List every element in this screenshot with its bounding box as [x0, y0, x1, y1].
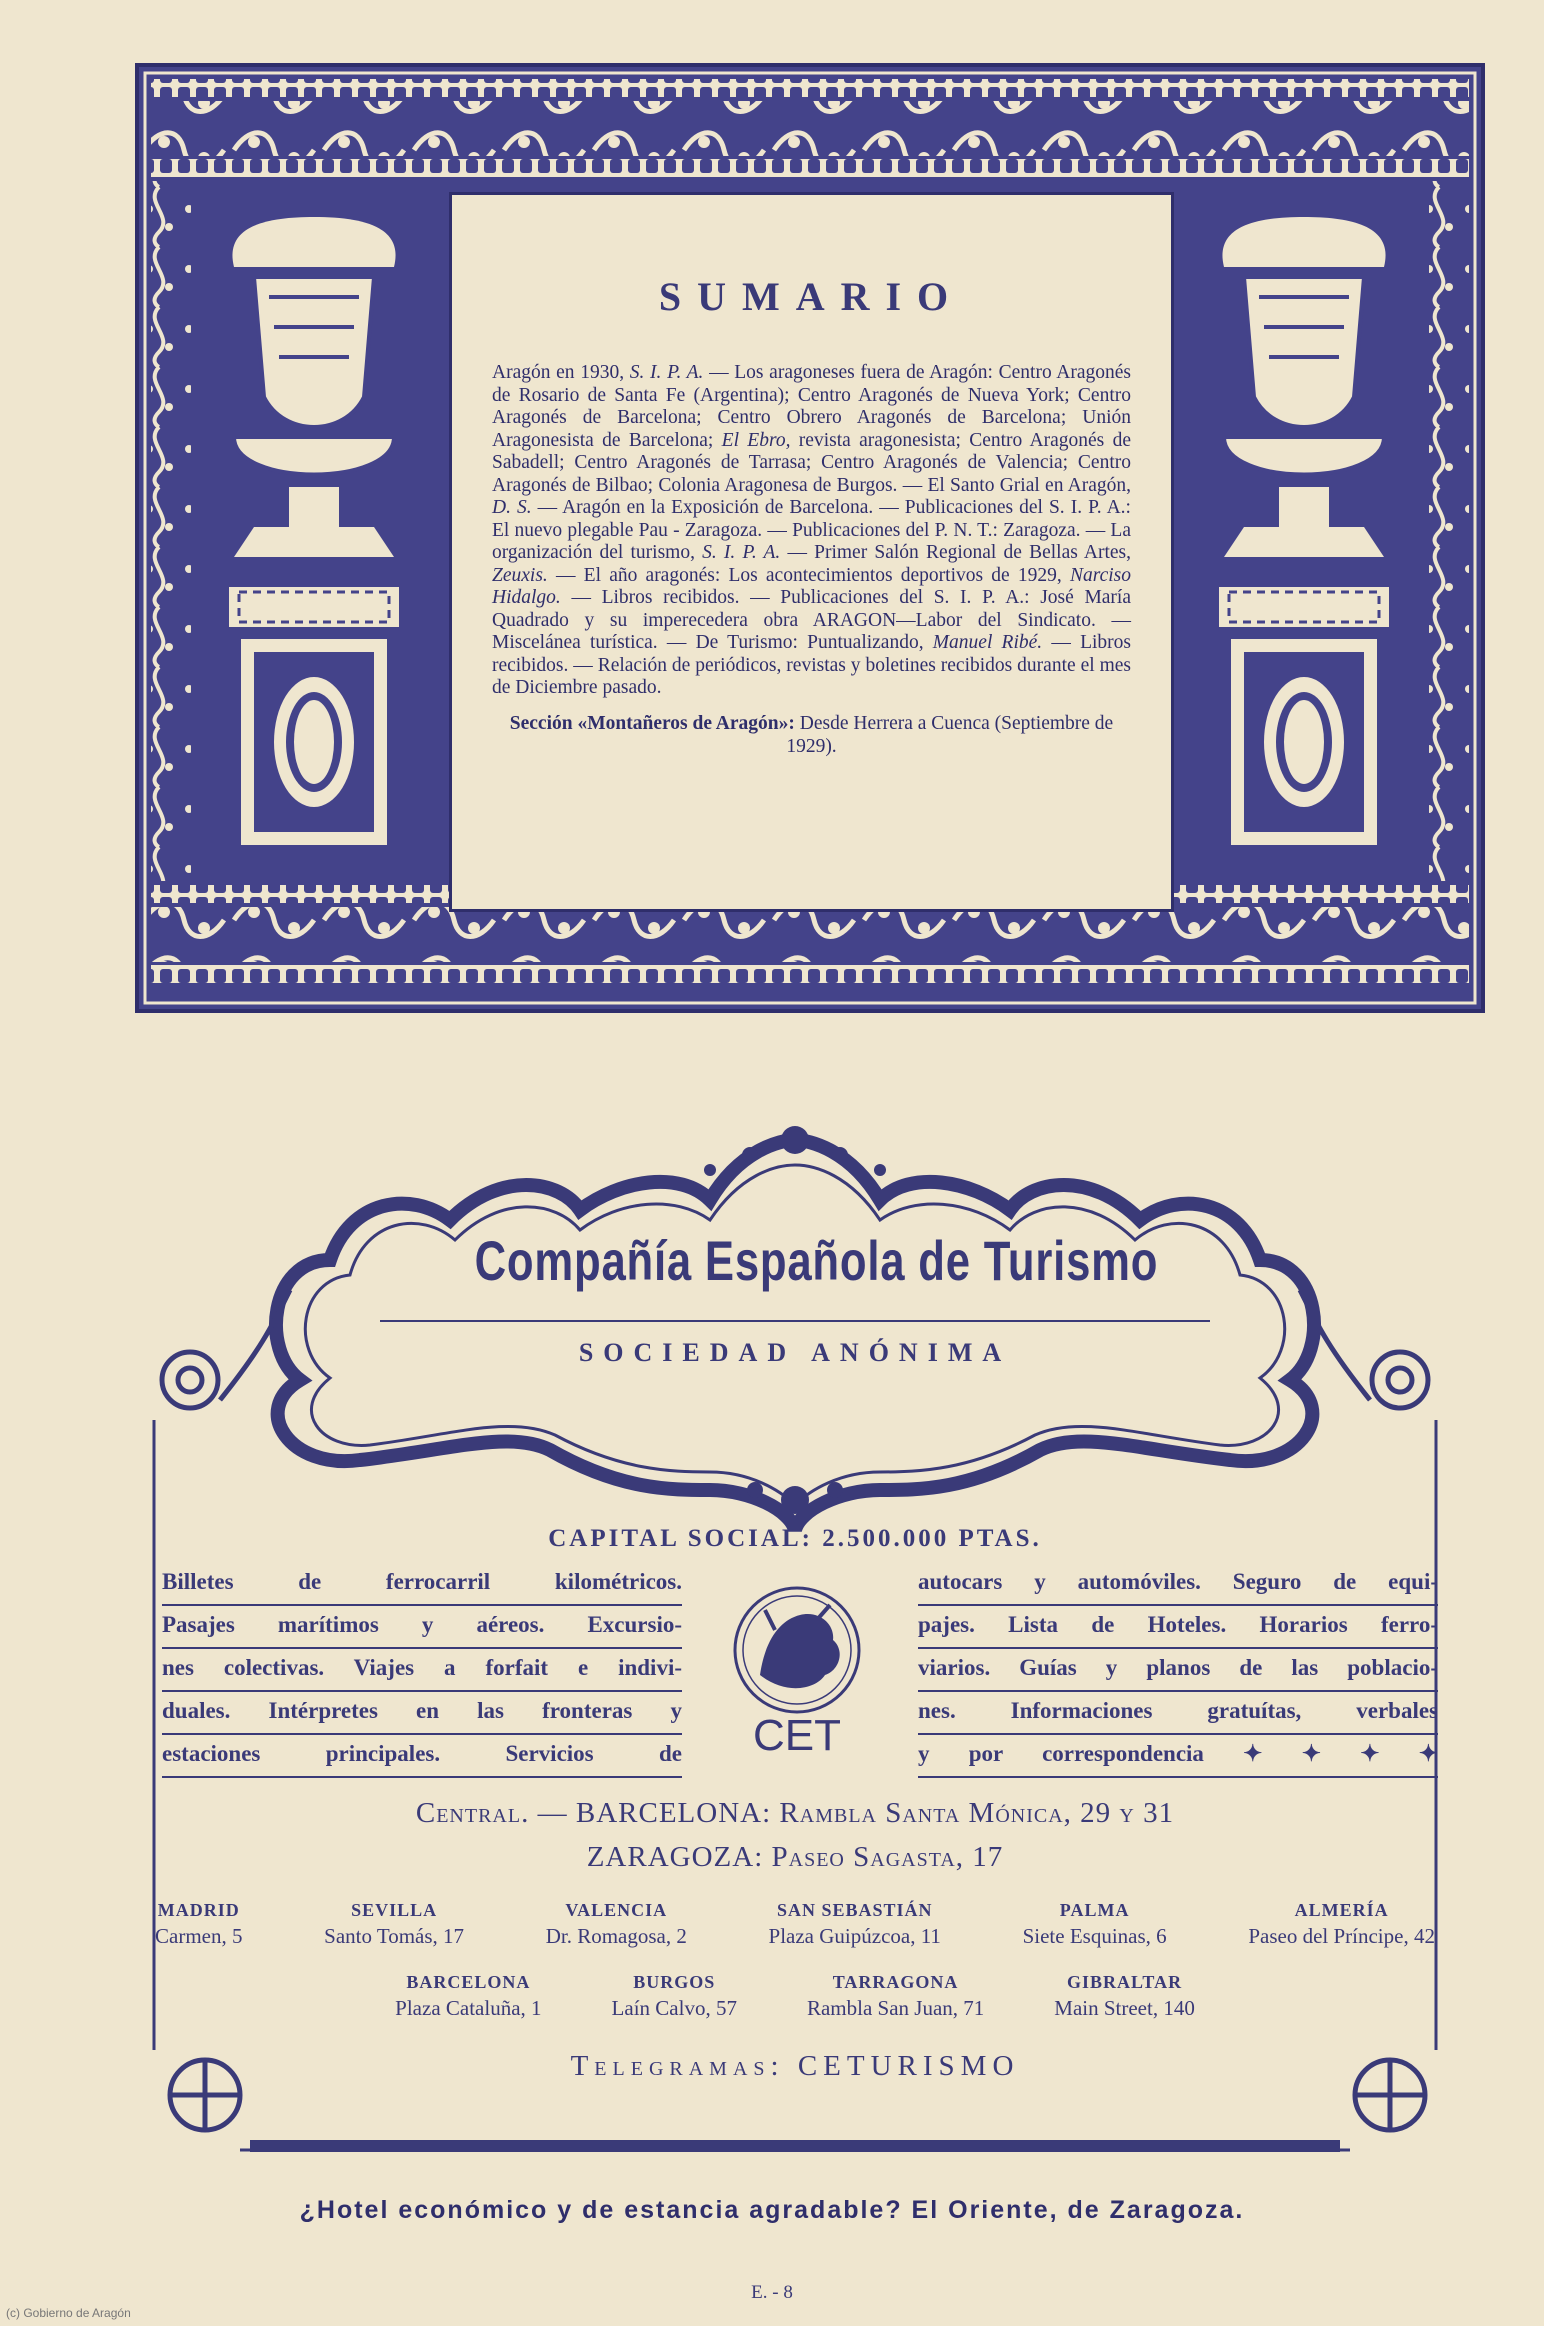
sumario-segment: — El año aragonés: Los acontecimientos deportivos de 1929, [547, 564, 1070, 586]
cet-advertisement [150, 1110, 1440, 2180]
branches-row-2 [150, 1972, 1440, 2021]
branch-address: Plaza Cataluña, 1 [395, 1996, 542, 2020]
central-street: Rambla Santa Mónica, 29 y 31 [771, 1797, 1175, 1829]
branch-city: TARRAGONA [832, 1972, 959, 1992]
branch-city: GIBRALTAR [1067, 1972, 1183, 1992]
branch-address: Dr. Romagosa, 2 [545, 1924, 687, 1948]
sumario-segment: — Primer Salón Regional de Bellas Artes, [780, 542, 1132, 563]
service-line: pajes. Lista de Hoteles. Horarios ferro- [918, 1606, 1438, 1649]
branch-office [612, 1972, 737, 2021]
right-urn-pillar [1184, 187, 1424, 877]
hotel-oriente-slogan: ¿Hotel económico y de estancia agradable? El Oriente, de Zaragoza. [299, 2196, 1245, 2224]
service-line: y por correspondencia ✦ ✦ ✦ ✦ [918, 1735, 1438, 1778]
branch-city: PALMA [1059, 1900, 1130, 1920]
branch-address: Carmen, 5 [155, 1924, 243, 1948]
sumario-segment: revista aragonesista; Centro Aragonés de Sabadell; Centro Aragonés de Tarrasa; Centro Aragonés de Valencia; Centro Aragonés de Bilbao; Colonia Aragonesa de Burgos. — El Santo Grial en Aragón, [492, 429, 1131, 496]
cet-lion-logo [705, 1580, 890, 1755]
sumario-segment: — Los aragoneses fuera de Aragón: Centro Aragonés de Rosario de Santa Fe (Argentina); Centro Aragonés de Nueva York; Centro Aragonés de Barcelona; Centro Obrero Aragonés de Barcelona; Unión Aragonesista de Barcelona; [492, 362, 1132, 451]
services-right-column [918, 1563, 1438, 1778]
branch-address: Main Street, 140 [1054, 1996, 1195, 2020]
left-urn-pillar [194, 187, 434, 877]
seccion-label: Sección «Montañeros de Aragón»: [509, 712, 795, 734]
page-number: E. - 8 [751, 2282, 793, 2303]
branch-office [324, 1900, 464, 1949]
sumario-contents-list [492, 362, 1131, 700]
company-subtitle: SOCIEDAD ANÓNIMA [578, 1338, 1012, 1367]
branches-row-1 [150, 1900, 1440, 1949]
branch-office [807, 1972, 984, 2021]
branch-address: Laín Calvo, 57 [611, 1996, 737, 2020]
copyright-notice: (c) Gobierno de Aragón [6, 2306, 131, 2320]
telegramas-value: CETURISMO [784, 2050, 1020, 2082]
service-line: Pasajes marítimos y aéreos. Excursio- [162, 1606, 682, 1649]
branch-address: Santo Tomás, 17 [324, 1924, 465, 1948]
service-line: estaciones principales. Servicios de [162, 1735, 682, 1778]
branch-office [1248, 1900, 1435, 1949]
sumario-segment: — Libros recibidos. — Publicaciones del S. I. P. A.: José María Quadrado y su imperecedera obra ARAGON—Labor del Sindicato. — Miscelánea turística. — De Turismo: Puntualizando, [492, 587, 1131, 653]
zaragoza-address [150, 1841, 1440, 1874]
branch-office [395, 1972, 541, 2021]
branch-city: ALMERÍA [1294, 1900, 1389, 1920]
branch-office [546, 1900, 687, 1949]
branch-office [1054, 1972, 1195, 2021]
service-line: nes colectivas. Viajes a forfait e indivi- [162, 1649, 682, 1692]
branch-office [155, 1900, 242, 1949]
branch-city: BARCELONA [406, 1972, 531, 1992]
branch-city: MADRID [157, 1900, 240, 1920]
branch-address: Paseo del Príncipe, 42 [1248, 1924, 1435, 1948]
service-line: Billetes de ferrocarril kilométricos. [162, 1563, 682, 1606]
branch-city: SAN SEBASTIÁN [776, 1900, 933, 1920]
telegramas-label: Telegramas: [570, 2050, 785, 2082]
service-line: viarios. Guías y planos de las poblacio- [918, 1649, 1438, 1692]
cet-logo-text: CET [753, 1711, 841, 1755]
sumario-seccion [492, 712, 1131, 758]
branch-city: SEVILLA [351, 1900, 438, 1920]
sumario-segment: Manuel Ribé. [932, 632, 1043, 653]
sumario-ornamental-frame [135, 63, 1485, 1013]
sumario-segment: Narciso Hidalgo. [492, 564, 1131, 608]
sumario-segment: D. S. [492, 497, 532, 518]
sumario-segment: Aragón en 1930, [492, 362, 630, 383]
branch-address: Plaza Guipúzcoa, 11 [768, 1924, 941, 1948]
central-address [150, 1797, 1440, 1830]
seccion-text: Desde Herrera a Cuenca (Septiembre de 1929). [786, 712, 1114, 757]
zaragoza-street: Paseo Sagasta, 17 [763, 1841, 1004, 1873]
services-left-column [162, 1563, 682, 1778]
sumario-segment: S. I. P. A. [629, 362, 704, 383]
central-label: Central. — [415, 1797, 576, 1829]
title-rule [380, 1320, 1210, 1322]
telegramas [150, 2050, 1440, 2083]
company-title: Compañía Española de Turismo [474, 1229, 1159, 1292]
sumario-segment: — Aragón en la Exposición de Barcelona. — Publicaciones del S. I. P. A.: El nuevo plegable Pau - Zaragoza. — Publicaciones del P. N. T.: Zaragoza. — La organización del turismo, [492, 497, 1131, 563]
sumario-segment: — Libros recibidos. — Relación de periódicos, revistas y boletines recibidos durante el mes de Diciembre pasado. [492, 632, 1131, 698]
sumario-segment: Zeuxis. [492, 564, 548, 586]
service-line: nes. Informaciones gratuítas, verbales [918, 1692, 1438, 1735]
sumario-segment: El Ebro, [721, 429, 791, 451]
branch-office [1023, 1900, 1167, 1949]
service-line: duales. Intérpretes en las fronteras y [162, 1692, 682, 1735]
sumario-segment: S. I. P. A. [702, 542, 781, 563]
branch-address: Rambla San Juan, 71 [806, 1996, 985, 2020]
zaragoza-city: ZARAGOZA: [586, 1841, 764, 1873]
branch-address: Siete Esquinas, 6 [1022, 1924, 1167, 1948]
sumario-text-panel [449, 192, 1174, 912]
branch-city: VALENCIA [565, 1900, 668, 1920]
capital-social: CAPITAL SOCIAL: 2.500.000 PTAS. [548, 1525, 1042, 1552]
branch-city: BURGOS [633, 1972, 716, 1992]
sumario-title: SUMARIO [658, 274, 965, 319]
central-city: BARCELONA: [575, 1797, 772, 1829]
service-line: autocars y automóviles. Seguro de equi- [918, 1563, 1438, 1606]
branch-office [769, 1900, 941, 1949]
